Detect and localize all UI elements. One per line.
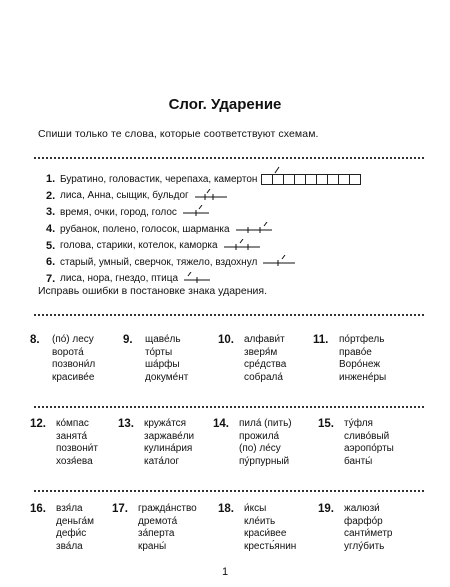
dotted-divider bbox=[34, 490, 424, 492]
list-item: 6. старый, умный, сверчок, тяжело, вздохнул bbox=[46, 254, 426, 271]
exercise-list bbox=[46, 171, 426, 287]
dotted-divider bbox=[34, 157, 424, 159]
list-item: 1. Буратино, головастик, черепаха, камертон bbox=[46, 171, 426, 188]
list-item: 4. рубанок, полено, голосок, шарманка bbox=[46, 221, 426, 238]
instruction-text: Спиши только те слова, которые соответствуют схемам. bbox=[38, 128, 319, 140]
page-title: Слог. Ударение bbox=[168, 96, 282, 113]
list-item: 5. голова, старики, котелок, каморка bbox=[46, 237, 426, 254]
stress-scheme-icon bbox=[222, 239, 262, 251]
list-item: 3. время, очки, город, голос bbox=[46, 204, 426, 221]
dotted-divider bbox=[34, 314, 424, 316]
stress-scheme-icon bbox=[181, 205, 211, 217]
dotted-divider bbox=[34, 406, 424, 408]
list-item: 7. лиса, нора, гнездо, птица bbox=[46, 271, 426, 288]
stress-mark-icon bbox=[273, 166, 281, 174]
stress-scheme-icon bbox=[234, 222, 274, 234]
list-item: 2. лиса, Анна, сыщик, бульдог bbox=[46, 188, 426, 205]
stress-scheme-icon bbox=[193, 189, 229, 201]
syllable-grid bbox=[261, 174, 360, 185]
instruction-text: Исправь ошибки в постановке знака ударения. bbox=[38, 285, 267, 297]
page-number: 1 bbox=[221, 566, 229, 578]
stress-scheme-icon bbox=[261, 255, 297, 267]
stress-scheme-icon bbox=[182, 272, 212, 284]
